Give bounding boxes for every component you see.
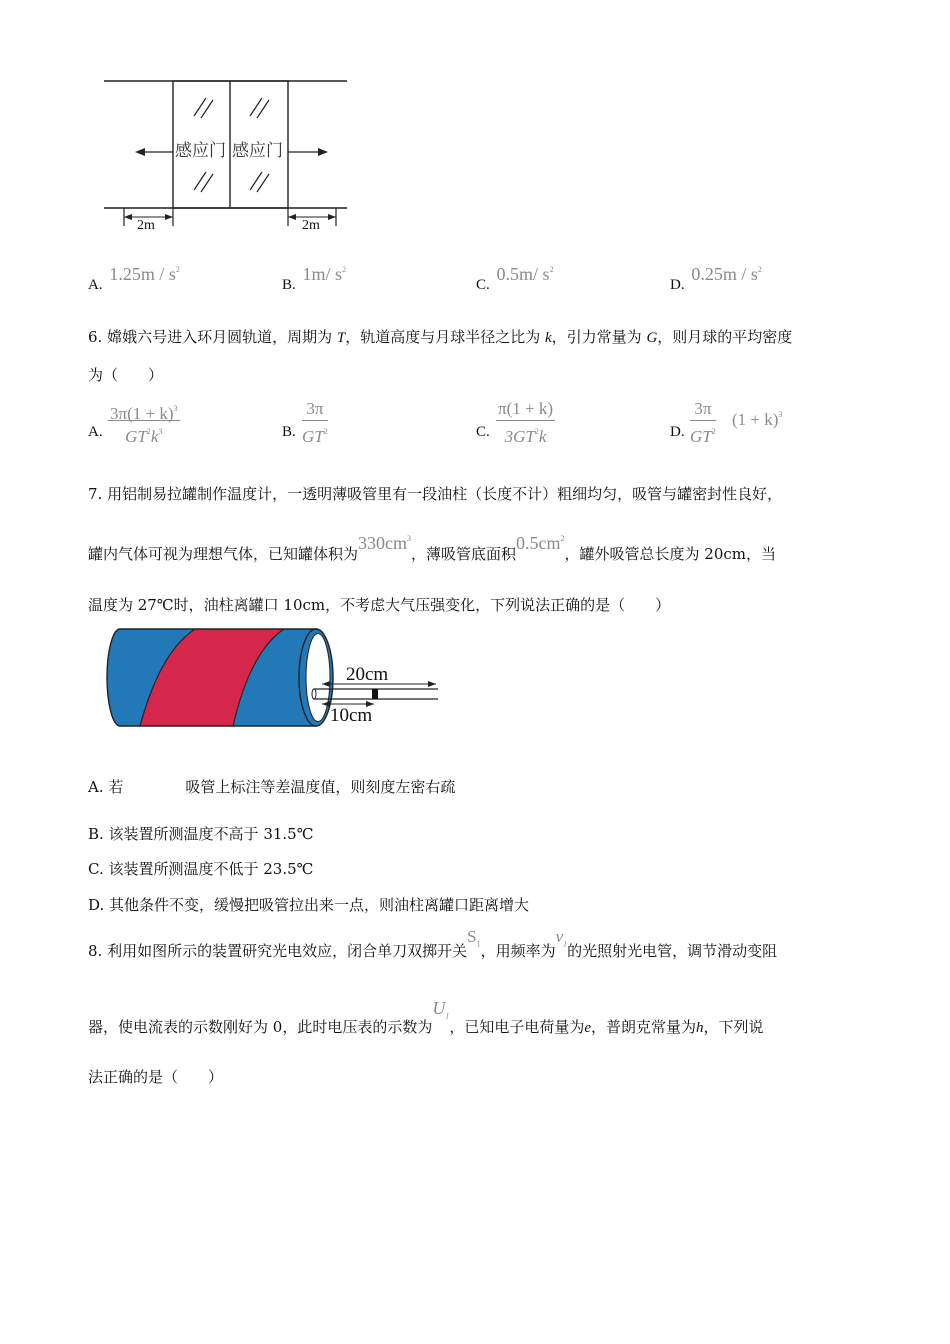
can-diagram: [100, 622, 445, 732]
door-diagram: [100, 72, 360, 242]
q8-line1: 8. 利用如图所示的装置研究光电效应，闭合单刀双掷开关$S_1$，用频率为$\nu_1$的光照射光电管，调节滑动变阻: [88, 927, 778, 960]
door-label-left: 感应门: [175, 136, 226, 161]
q6-option-b-letter: B.: [282, 424, 296, 440]
dim-label-left: 2m: [137, 218, 155, 233]
q8-line2: 器，使电流表的示数刚好为 0，此时电压表的示数为$U_1$，已知电子电荷量为e，普朗克常量为h，下列说: [88, 998, 764, 1036]
q7-line2: 罐内气体可视为理想气体，已知罐体积为$330cm^3$，薄吸管底面积$0.5cm^2$，罐外吸管总长度为 20cm，当: [88, 533, 777, 563]
q7-option-d: D. 其他条件不变，缓慢把吸管拉出来一点，则油柱离罐口距离增大: [88, 896, 530, 914]
q6-option-d-tail: $(1 + k)^3$: [732, 410, 783, 429]
q7-option-c: C. 该装置所测温度不低于 23.5℃: [88, 860, 314, 878]
q8-line3: 法正确的是（ ）: [88, 1068, 224, 1086]
q6-option-d-letter: D.: [670, 424, 685, 440]
q7-option-a: A. 若 吸管上标注等差温度值，则刻度左密右疏: [88, 778, 456, 796]
door-label-right: 感应门: [232, 136, 283, 161]
q6-option-b-fraction: $\frac{3\pi}{GT^2}$: [302, 399, 328, 446]
q7-line3: 温度为 27℃时，油柱离罐口 10cm，不考虑大气压强变化，下列说法正确的是（ ）: [88, 596, 671, 614]
option-letter: A.: [88, 277, 103, 293]
q5-option-a: A. $1.25m / s^2$: [88, 264, 180, 293]
can-label-10cm: 10cm: [330, 705, 373, 726]
option-value: 0.25m / s: [691, 264, 758, 284]
option-value: 1.25m / s: [109, 264, 176, 284]
dim-label-right: 2m: [302, 218, 320, 233]
option-value: 1m/ s: [302, 264, 343, 284]
q6-option-a-letter: A.: [88, 424, 103, 440]
q5-option-c: C. 0.5m/ $s^2$: [476, 264, 554, 293]
q7-option-b: B. 该装置所测温度不高于 31.5℃: [88, 825, 314, 843]
q6-option-c-fraction: $\frac{\pi(1 + k)}{3GT^2k}$: [498, 399, 553, 446]
can-label-20cm: 20cm: [346, 664, 389, 685]
q7-line1: 7. 用铝制易拉罐制作温度计，一透明薄吸管里有一段油柱（长度不计）粗细均匀，吸管与罐密封性良好，: [88, 485, 783, 503]
q5-option-d: D. $0.25m / s^2$: [670, 264, 762, 293]
q6-option-c-letter: C.: [476, 424, 490, 440]
q5-option-b: B. 1m/ $s^2$: [282, 264, 347, 293]
q6-stem-line1: 6. 嫦娥六号进入环月圆轨道，周期为 T，轨道高度与月球半径之比为 k，引力常量为 G，则月球的平均密度: [88, 328, 793, 346]
option-value: 0.5m/ s: [496, 264, 550, 284]
q6-option-d-fraction: $\frac{3\pi}{GT^2}$: [690, 399, 716, 446]
q6-option-a-fraction: $\frac{3\pi(1 + k)^3}{GT^2k^3}$: [108, 398, 180, 443]
q6-stem-line2: 为（ ）: [88, 366, 164, 384]
